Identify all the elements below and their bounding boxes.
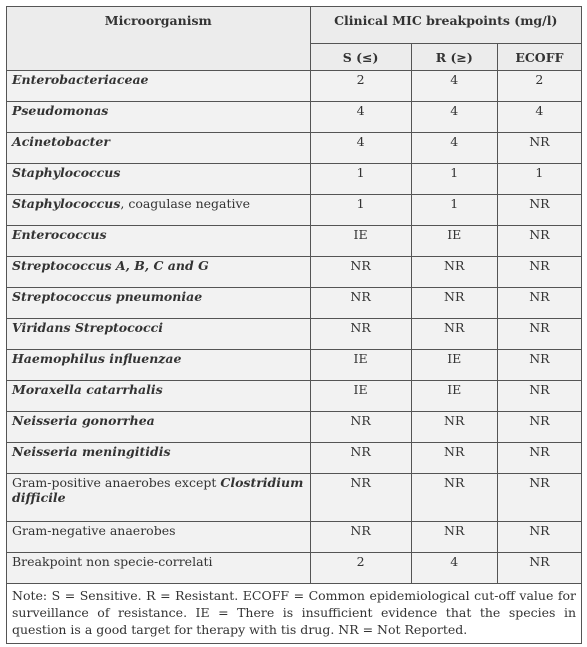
ecoff-value-cell: NR bbox=[497, 412, 581, 443]
table-row bbox=[7, 443, 582, 474]
table-row bbox=[7, 164, 582, 195]
r-value-cell: NR bbox=[411, 288, 497, 319]
s-value-cell: 2 bbox=[310, 553, 411, 584]
r-value-cell: 4 bbox=[411, 553, 497, 584]
ecoff-value-cell: 1 bbox=[497, 164, 581, 195]
table-note: Note: S = Sensitive. R = Resistant. ECOFF = Common epidemiological cut-off value for surveillance of resistance. IE = There is insufficient evidence that the species in question is a good target for therapy with tis drug. NR = Not Reported. bbox=[7, 584, 582, 644]
s-value-cell: NR bbox=[310, 288, 411, 319]
s-value-cell: IE bbox=[310, 350, 411, 381]
microorganism-cell bbox=[7, 443, 311, 474]
r-value-cell: IE bbox=[411, 226, 497, 257]
microorganism-cell bbox=[7, 288, 311, 319]
header-clinical-mic: Clinical MIC breakpoints (mg/l) bbox=[310, 7, 582, 44]
microorganism-cell bbox=[7, 553, 311, 584]
s-value-cell: IE bbox=[310, 381, 411, 412]
table-row bbox=[7, 474, 582, 522]
microorganism-cell bbox=[7, 195, 311, 226]
ecoff-value-cell: NR bbox=[497, 553, 581, 584]
r-value-cell: NR bbox=[411, 474, 497, 522]
r-value-cell: 1 bbox=[411, 195, 497, 226]
ecoff-value-cell: 2 bbox=[497, 71, 581, 102]
s-value-cell: 1 bbox=[310, 195, 411, 226]
header-microorganism: Microorganism bbox=[7, 7, 311, 71]
ecoff-value-cell: NR bbox=[497, 288, 581, 319]
table-row bbox=[7, 553, 582, 584]
r-value-cell: NR bbox=[411, 319, 497, 350]
s-value-cell: NR bbox=[310, 522, 411, 553]
header-s: S (≤) bbox=[310, 44, 411, 71]
ecoff-value-cell: 4 bbox=[497, 102, 581, 133]
r-value-cell: NR bbox=[411, 443, 497, 474]
ecoff-value-cell: NR bbox=[497, 195, 581, 226]
microorganism-name: Acinetobacter bbox=[12, 134, 110, 149]
ecoff-value-cell: NR bbox=[497, 443, 581, 474]
microorganism-name: Viridans Streptococci bbox=[12, 320, 163, 335]
r-value-cell: NR bbox=[411, 522, 497, 553]
s-value-cell: NR bbox=[310, 319, 411, 350]
microorganism-name: Moraxella catarrhalis bbox=[12, 382, 163, 397]
microorganism-cell bbox=[7, 257, 311, 288]
mic-breakpoints-table bbox=[6, 6, 582, 644]
header-r: R (≥) bbox=[411, 44, 497, 71]
r-value-cell: IE bbox=[411, 381, 497, 412]
mic-breakpoints-table-container bbox=[6, 6, 582, 644]
table-row bbox=[7, 133, 582, 164]
microorganism-name: Enterobacteriaceae bbox=[12, 72, 149, 87]
microorganism-name: Neisseria gonorrhea bbox=[12, 413, 155, 428]
header-ecoff: ECOFF bbox=[497, 44, 581, 71]
microorganism-cell bbox=[7, 133, 311, 164]
s-value-cell: NR bbox=[310, 412, 411, 443]
s-value-cell: NR bbox=[310, 257, 411, 288]
table-row bbox=[7, 226, 582, 257]
microorganism-name: Enterococcus bbox=[12, 227, 107, 242]
r-value-cell: NR bbox=[411, 257, 497, 288]
table-row bbox=[7, 350, 582, 381]
microorganism-cell bbox=[7, 350, 311, 381]
ecoff-value-cell: NR bbox=[497, 381, 581, 412]
ecoff-value-cell: NR bbox=[497, 257, 581, 288]
r-value-cell: IE bbox=[411, 350, 497, 381]
microorganism-name: Staphylococcus bbox=[12, 165, 121, 180]
microorganism-name: Breakpoint non specie-correlati bbox=[12, 554, 213, 569]
table-row bbox=[7, 102, 582, 133]
table-row bbox=[7, 71, 582, 102]
microorganism-name: Neisseria meningitidis bbox=[12, 444, 171, 459]
r-value-cell: NR bbox=[411, 412, 497, 443]
ecoff-value-cell: NR bbox=[497, 226, 581, 257]
s-value-cell: 4 bbox=[310, 102, 411, 133]
table-row bbox=[7, 319, 582, 350]
microorganism-cell bbox=[7, 474, 311, 522]
microorganism-name: Gram-positive anaerobes except bbox=[12, 475, 221, 490]
r-value-cell: 4 bbox=[411, 102, 497, 133]
r-value-cell: 4 bbox=[411, 71, 497, 102]
microorganism-cell bbox=[7, 522, 311, 553]
s-value-cell: NR bbox=[310, 474, 411, 522]
ecoff-value-cell: NR bbox=[497, 319, 581, 350]
microorganism-cell bbox=[7, 412, 311, 443]
table-row bbox=[7, 381, 582, 412]
microorganism-cell bbox=[7, 319, 311, 350]
microorganism-cell bbox=[7, 71, 311, 102]
microorganism-cell bbox=[7, 102, 311, 133]
microorganism-qualifier: , coagulase negative bbox=[120, 196, 250, 211]
microorganism-exception: Clostridium difficile bbox=[12, 475, 304, 505]
s-value-cell: IE bbox=[310, 226, 411, 257]
ecoff-value-cell: NR bbox=[497, 522, 581, 553]
microorganism-name: Staphylococcus bbox=[12, 196, 121, 211]
microorganism-cell bbox=[7, 226, 311, 257]
ecoff-value-cell: NR bbox=[497, 133, 581, 164]
microorganism-name: Gram-negative anaerobes bbox=[12, 523, 176, 538]
table-row bbox=[7, 412, 582, 443]
table-row bbox=[7, 195, 582, 226]
microorganism-cell bbox=[7, 164, 311, 195]
table-row bbox=[7, 522, 582, 553]
microorganism-name: Streptococcus pneumoniae bbox=[12, 289, 203, 304]
table-row bbox=[7, 257, 582, 288]
table-body bbox=[7, 71, 582, 584]
s-value-cell: 2 bbox=[310, 71, 411, 102]
s-value-cell: NR bbox=[310, 443, 411, 474]
r-value-cell: 4 bbox=[411, 133, 497, 164]
ecoff-value-cell: NR bbox=[497, 474, 581, 522]
microorganism-name: Haemophilus influenzae bbox=[12, 351, 182, 366]
microorganism-cell bbox=[7, 381, 311, 412]
table-row bbox=[7, 288, 582, 319]
s-value-cell: 4 bbox=[310, 133, 411, 164]
microorganism-name: Streptococcus A, B, C and G bbox=[12, 258, 209, 273]
s-value-cell: 1 bbox=[310, 164, 411, 195]
ecoff-value-cell: NR bbox=[497, 350, 581, 381]
r-value-cell: 1 bbox=[411, 164, 497, 195]
microorganism-name: Pseudomonas bbox=[12, 103, 109, 118]
